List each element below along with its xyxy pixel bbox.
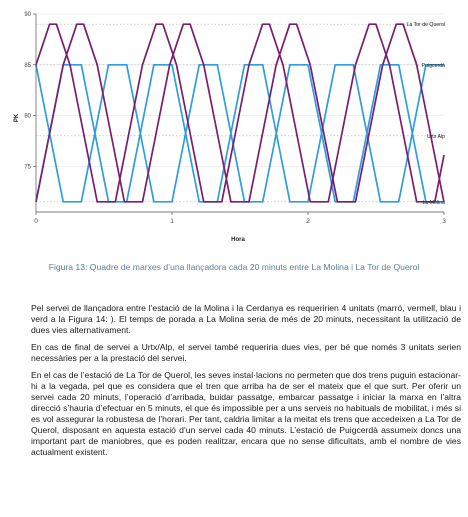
- series-lines: [36, 24, 444, 202]
- station-label: Puigcerdà: [421, 62, 445, 69]
- x-tick-label: 0: [34, 218, 38, 225]
- y-tick-label: 75: [24, 164, 31, 171]
- paragraph: En cas de final de servei a Urtx/Alp, el servei també requeriria dues vies, per bé que només 3 unitats serien necessàries per a la prestació del servei.: [31, 342, 461, 363]
- paragraph: Pel servei de llançadora entre l’estació de la Molina i la Cerdanya es requeririen 4 unitats (marró, vermell, blau i verd a la Figura 14: ). El temps de porada a La Molina seria de més de 20 minuts, necessitant la utilització de dues vies alternativament.: [31, 303, 461, 335]
- x-tick-label: 2: [306, 218, 310, 225]
- x-tick-label: 1: [170, 218, 174, 225]
- station-label: Urtx Alp: [426, 133, 445, 140]
- train-diagram-chart: [0, 0, 468, 250]
- y-tick-label: 80: [24, 113, 31, 120]
- y-tick-label: 85: [24, 62, 31, 69]
- y-axis-label: PK: [14, 113, 20, 123]
- x-tick-label: 3: [442, 218, 446, 225]
- x-axis-label: Hora: [231, 237, 245, 243]
- station-label: La Molina: [422, 199, 445, 206]
- station-label: La Tor de Querol: [406, 22, 445, 29]
- figure-caption: Figura 13: Quadre de marxes d’una llançadora cada 20 minuts entre La Molina i La Tor de Querol: [48, 262, 420, 272]
- paragraph: En el cas de l’estació de La Tor de Querol, les seves instal·lacions no permeten que dos trens puguin estacionar-hi a la vegada, pel que es considera que el tren que arriba ha de ser el mateix que el que surt. Per oferir un servei cada 20 minuts, l’operació d’arribada, buidar passatge, embarcar passatge i iniciar la marxa en l’altra direcció s’hauria d’efectuar en 5 minuts, el que és impossible per a uns serveis no habituals de mobilitat, i més si es vol assegurar la robustesa de l’horari. Per tant, caldria limitar a la meitat els trens que accedeixen a La Tor de Querol, disposant en aquesta estació d’un servei cada 40 minuts. L’estació de Puigcerdà assumeix doncs una important part de maniobres, que es poden realitzar, encara que no sense dificultats, amb el nombre de vies actualment existent.: [31, 370, 461, 457]
- body-text: [31, 303, 461, 464]
- y-tick-label: 90: [24, 12, 31, 18]
